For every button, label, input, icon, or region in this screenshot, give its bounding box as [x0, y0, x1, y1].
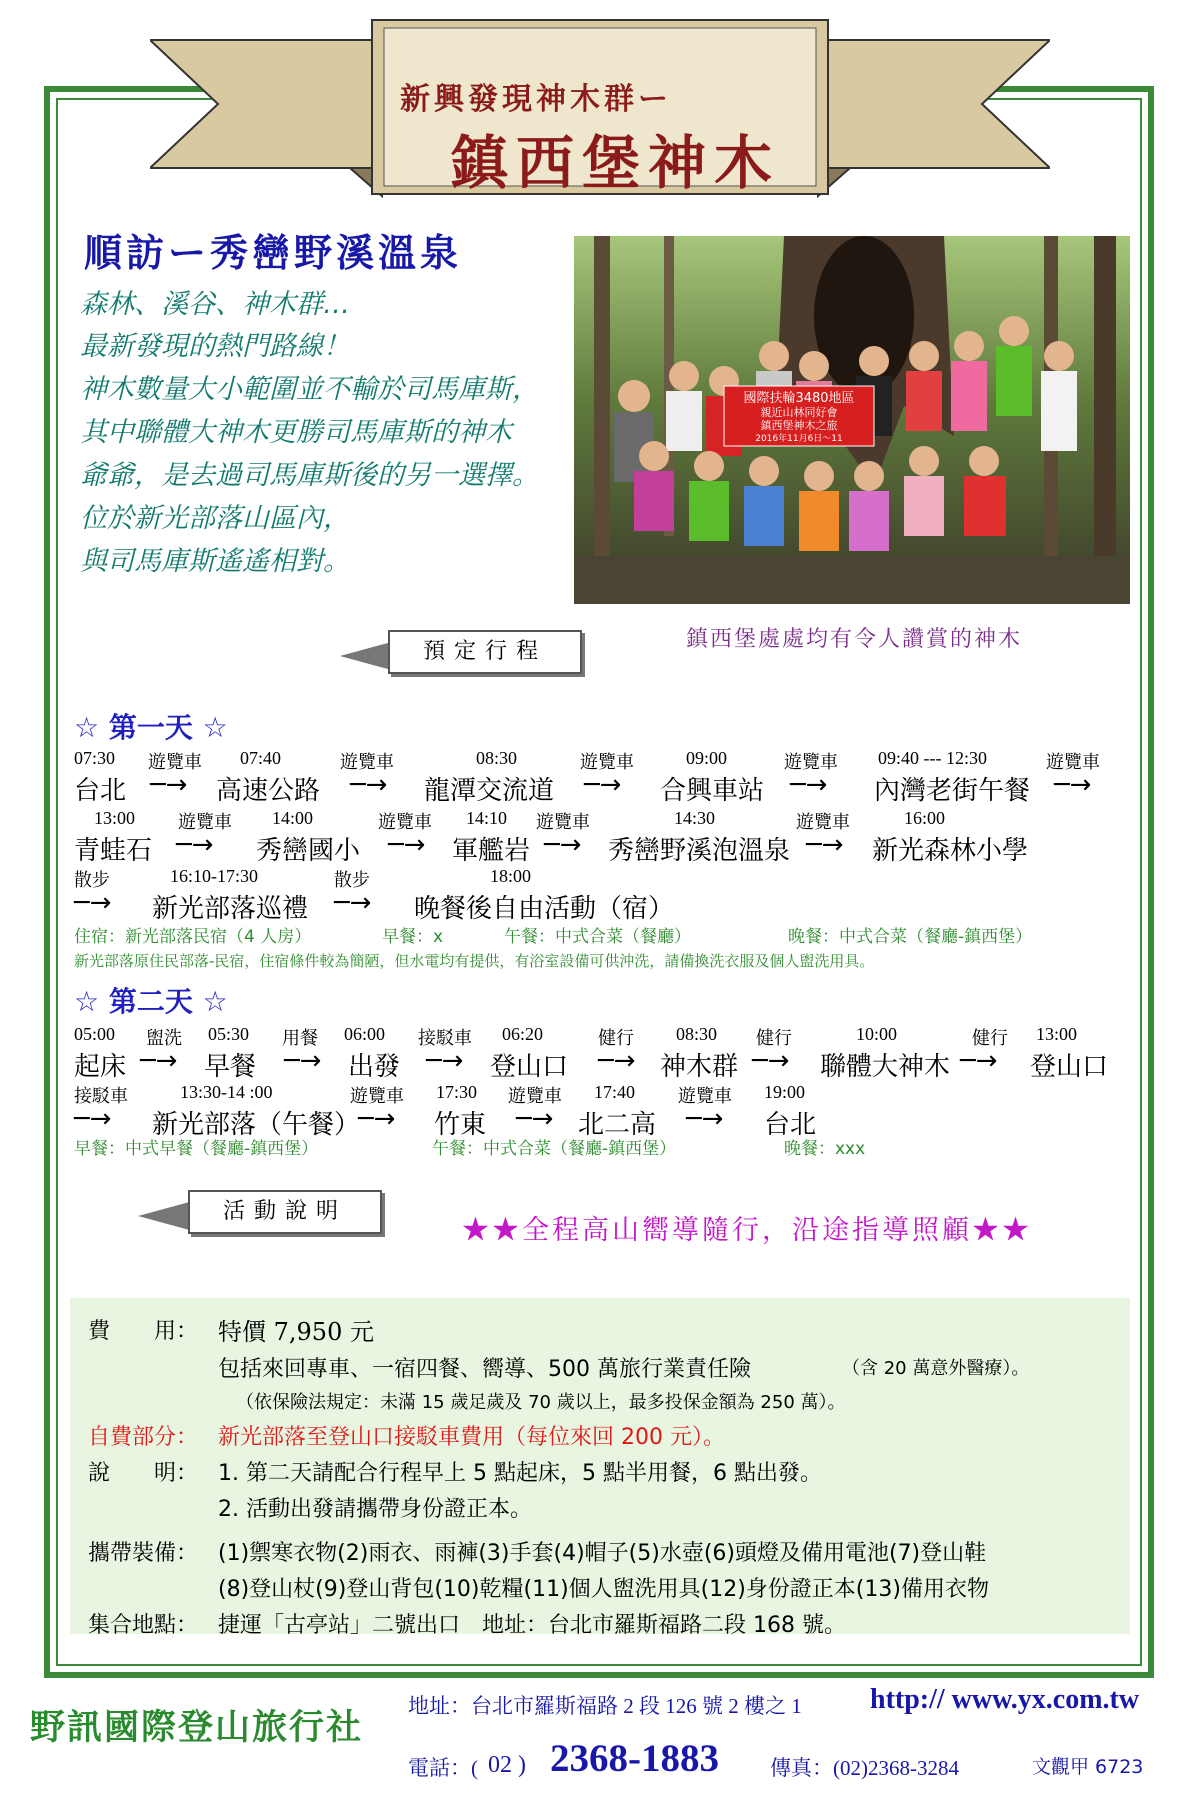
time-label: 16:10-17:30: [170, 866, 258, 886]
place-label: 登山口: [1030, 1052, 1109, 1082]
time-label: 14:10: [466, 808, 508, 828]
self-pay-text: 新光部落至登山口接駁車費用（每位來回 200 元）。: [218, 1425, 725, 1450]
arrow: ─→: [790, 770, 828, 800]
time-label: 19:00: [764, 1082, 806, 1102]
arrow: ─→: [140, 1046, 178, 1076]
transport-label: 用餐: [282, 1028, 318, 1048]
time-label: 05:00: [74, 1024, 116, 1044]
time-label: 09:40 --- 12:30: [878, 748, 987, 768]
arrow: ─→: [960, 1046, 998, 1076]
time-label: 13:30-14 :00: [180, 1082, 273, 1102]
transport-label: 遊覽車: [1046, 752, 1100, 772]
intro-line-1: 森林、溪谷、神木群…: [80, 289, 350, 320]
day1-stay: 住宿：新光部落民宿（4 人房）: [74, 927, 312, 947]
arrow: ─→: [74, 1104, 112, 1134]
time-label: 16:00: [904, 808, 946, 828]
time-label: 14:00: [272, 808, 314, 828]
banner-title-line2: 鎮西堡神木: [450, 129, 781, 197]
transport-label: 遊覽車: [796, 812, 850, 832]
transport-label: 遊覽車: [508, 1086, 562, 1106]
place-label: 竹東: [434, 1110, 487, 1140]
time-label: 05:30: [208, 1024, 250, 1044]
arrow: ─→: [426, 1046, 464, 1076]
arrow: ─→: [516, 1104, 554, 1134]
arrow: ─→: [1054, 770, 1092, 800]
photo-banner-line4: 2016年11月6日～11: [755, 434, 843, 444]
phone-area: 02 ): [488, 1752, 526, 1778]
transport-label: 遊覽車: [536, 812, 590, 832]
transport-label: 接駁車: [418, 1028, 472, 1048]
place-label: 新光森林小學: [872, 836, 1029, 866]
place-label: 出發: [348, 1052, 401, 1082]
highlight-text: ★★全程高山嚮導隨行，沿途指導照顧★★: [462, 1215, 1032, 1246]
self-pay-label: 自費部分：: [88, 1425, 199, 1450]
time-label: 17:30: [436, 1082, 478, 1102]
transport-label: 健行: [598, 1028, 634, 1048]
fee-includes-note: （含 20 萬意外醫療）。: [842, 1358, 1030, 1379]
place-label: 內灣老街午餐: [874, 776, 1031, 806]
day1-dinner: 晚餐：中式合菜（餐廳-鎮西堡）: [788, 927, 1033, 947]
place-label: 台北: [764, 1110, 817, 1140]
time-label: 08:30: [676, 1024, 718, 1044]
arrow: ─→: [584, 770, 622, 800]
arrow: ─→: [388, 830, 426, 860]
arrow: ─→: [752, 1046, 790, 1076]
arrow: ─→: [150, 770, 188, 800]
company-name: 野訊國際登山旅行社: [30, 1707, 364, 1748]
photo-banner-line3: 鎮西堡神木之旅: [760, 419, 838, 432]
meet-text: 捷運「古亭站」二號出口 地址：台北市羅斯福路二段 168 號。: [218, 1613, 846, 1638]
desc-item-2: 2. 活動出發請攜帶身份證正本。: [218, 1497, 532, 1522]
transport-label: 健行: [756, 1028, 792, 1048]
day1-title: ☆ 第一天 ☆: [74, 711, 228, 744]
place-label: 秀巒野溪泡溫泉: [608, 836, 791, 866]
gear-list-1: (1)禦寒衣物(2)雨衣、雨褲(3)手套(4)帽子(5)水壺(6)頭燈及備用電池(7)登山鞋: [218, 1541, 987, 1566]
place-label: 起床: [74, 1052, 127, 1082]
transport-label: 盥洗: [146, 1028, 182, 1048]
time-label: 13:00: [1036, 1024, 1078, 1044]
photo-caption: 鎮西堡處處均有令人讚賞的神木: [686, 627, 1023, 652]
time-label: 07:30: [74, 748, 116, 768]
intro-line-6: 位於新光部落山區內，: [80, 503, 350, 534]
fax-number: 傳真：(02)2368-3284: [770, 1756, 959, 1780]
photo-banner-line2: 親近山林同好會: [760, 406, 838, 419]
fee-insurance-note: （依保險法規定：未滿 15 歲足歲及 70 歲以上，最多投保金額為 250 萬）。: [236, 1392, 846, 1413]
place-label: 新光部落巡禮: [152, 894, 309, 924]
arrow: ─→: [806, 830, 844, 860]
arrow: ─→: [334, 888, 372, 918]
arrow: ─→: [544, 830, 582, 860]
fee-label: 費 用：: [88, 1319, 199, 1344]
photo-banner-line1: 國際扶輪3480地區: [743, 391, 855, 406]
time-label: 08:30: [476, 748, 518, 768]
place-label: 登山口: [490, 1052, 569, 1082]
banner-title-line1: 新興發現神木群ー: [400, 82, 672, 117]
footer-address: 地址：台北市羅斯福路 2 段 126 號 2 樓之 1: [408, 1694, 802, 1718]
gear-label: 攜帶裝備：: [88, 1541, 199, 1566]
intro-line-2: 最新發現的熱門路線！: [80, 331, 350, 362]
activity-label: 活動說明: [188, 1190, 382, 1234]
gear-list-2: (8)登山杖(9)登山背包(10)乾糧(11)個人盥洗用具(12)身份證正本(13)備用衣物: [218, 1577, 989, 1602]
time-label: 14:30: [674, 808, 716, 828]
day2-lunch: 午餐：中式合菜（餐廳-鎮西堡）: [432, 1139, 677, 1159]
phone-number: 2368-1883: [550, 1737, 719, 1780]
time-label: 17:40: [594, 1082, 636, 1102]
place-label: 青蛙石: [74, 836, 153, 866]
time-label: 06:20: [502, 1024, 544, 1044]
day2-dinner: 晚餐：xxx: [784, 1139, 866, 1159]
intro-line-5: 爺爺，是去過司馬庫斯後的另一選擇。: [80, 460, 539, 491]
place-label: 北二高: [578, 1110, 657, 1140]
time-label: 18:00: [490, 866, 532, 886]
place-label: 晚餐後自由活動（宿）: [414, 894, 675, 924]
arrow: ─→: [686, 1104, 724, 1134]
time-label: 13:00: [94, 808, 136, 828]
meet-label: 集合地點：: [88, 1613, 199, 1638]
intro-line-7: 與司馬庫斯遙遙相對。: [80, 546, 350, 577]
place-label: 秀巒國小: [256, 836, 361, 866]
time-label: 10:00: [856, 1024, 898, 1044]
fee-price: 特價 7,950 元: [218, 1318, 374, 1346]
transport-label: 遊覽車: [350, 1086, 404, 1106]
day1-breakfast: 早餐：x: [382, 927, 444, 947]
phone-label: 電話：(: [408, 1756, 478, 1780]
page-subtitle: 順訪ー秀巒野溪溫泉: [84, 230, 463, 275]
transport-label: 遊覽車: [340, 752, 394, 772]
transport-label: 接駁車: [74, 1086, 128, 1106]
fee-includes: 包括來回專車、一宿四餐、嚮導、500 萬旅行業責任險: [218, 1357, 751, 1382]
transport-label: 遊覽車: [784, 752, 838, 772]
transport-label: 遊覽車: [580, 752, 634, 772]
place-label: 軍艦岩: [452, 836, 531, 866]
place-label: 聯體大神木: [820, 1052, 951, 1082]
transport-label: 健行: [972, 1028, 1008, 1048]
license-number: 文觀甲 6723: [1032, 1756, 1144, 1778]
footer-url[interactable]: http:// www.yx.com.tw: [870, 1684, 1140, 1715]
place-label: 高速公路: [216, 776, 321, 806]
arrow: ─→: [176, 830, 214, 860]
day1-lunch: 午餐：中式合菜（餐廳）: [504, 927, 691, 947]
schedule-label: 預定行程: [388, 630, 582, 674]
transport-label: 散步: [74, 870, 110, 890]
transport-label: 遊覽車: [678, 1086, 732, 1106]
transport-label: 遊覽車: [148, 752, 202, 772]
group-photo: [574, 236, 1130, 604]
transport-label: 散步: [334, 870, 370, 890]
arrow: ─→: [358, 1104, 396, 1134]
day2-title: ☆ 第二天 ☆: [74, 985, 228, 1018]
place-label: 早餐: [204, 1052, 257, 1082]
transport-label: 遊覽車: [378, 812, 432, 832]
transport-label: 遊覽車: [178, 812, 232, 832]
day1-note: 新光部落原住民部落-民宿，住宿條件較為簡陋，但水電均有提供，有浴室設備可供沖洗，請備換洗衣服及個人盥洗用具。: [74, 952, 875, 970]
arrow: ─→: [350, 770, 388, 800]
place-label: 神木群: [660, 1052, 739, 1082]
time-label: 07:40: [240, 748, 282, 768]
time-label: 09:00: [686, 748, 728, 768]
day2-breakfast: 早餐：中式早餐（餐廳-鎮西堡）: [74, 1139, 319, 1159]
desc-label: 說 明：: [88, 1461, 199, 1486]
place-label: 新光部落（午餐）: [152, 1110, 361, 1140]
place-label: 台北: [74, 776, 127, 806]
intro-line-3: 神木數量大小範圍並不輸於司馬庫斯，: [80, 374, 539, 405]
intro-line-4: 其中聯體大神木更勝司馬庫斯的神木: [80, 417, 512, 448]
arrow: ─→: [598, 1046, 636, 1076]
time-label: 06:00: [344, 1024, 386, 1044]
arrow: ─→: [284, 1046, 322, 1076]
arrow: ─→: [74, 888, 112, 918]
desc-item-1: 1. 第二天請配合行程早上 5 點起床，5 點半用餐，6 點出發。: [218, 1461, 822, 1486]
place-label: 合興車站: [660, 776, 765, 806]
place-label: 龍潭交流道: [424, 776, 555, 806]
